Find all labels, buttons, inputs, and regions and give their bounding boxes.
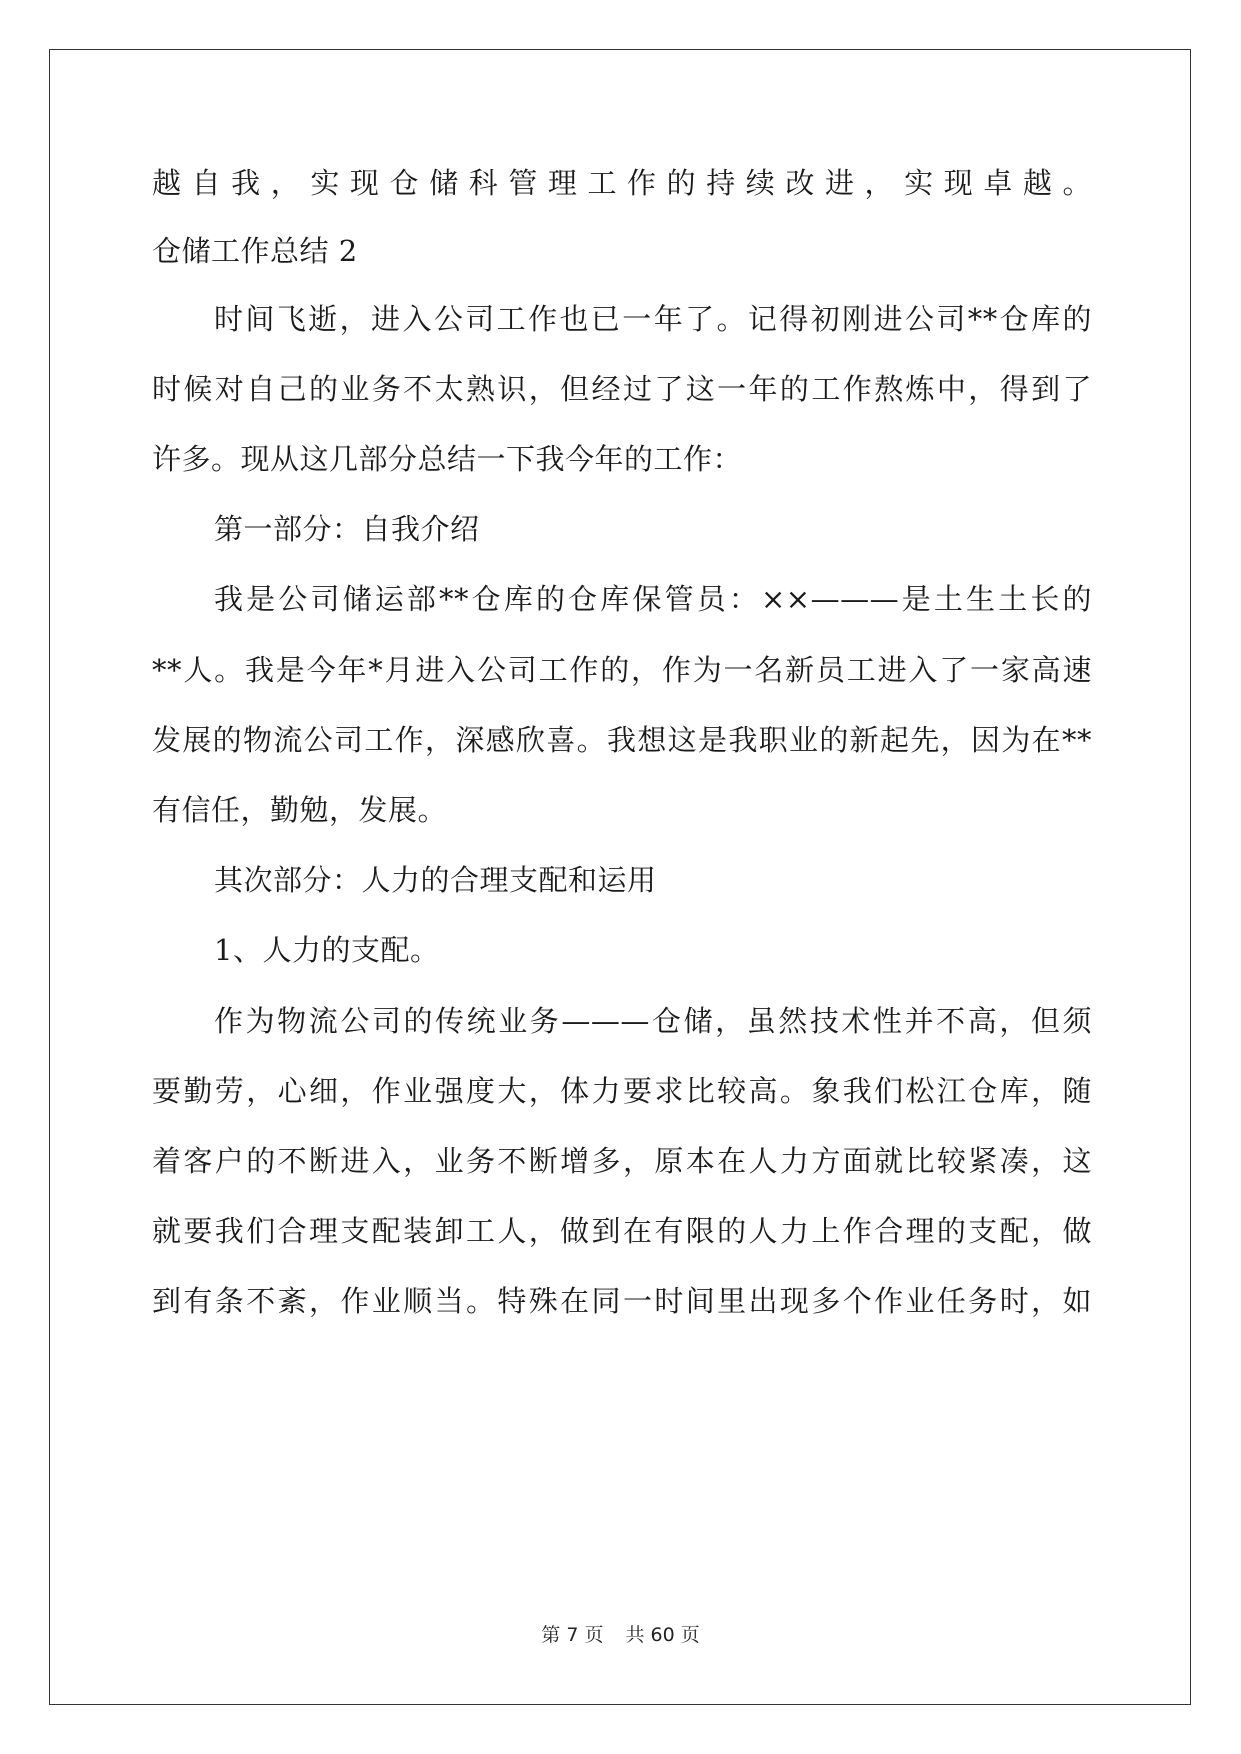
subheading: 其次部分：人力的合理支配和运用 bbox=[214, 863, 657, 897]
section-heading: 仓储工作总结 2 bbox=[152, 234, 358, 268]
text-line: **人。我是今年*月进入公司工作的，作为一名新员工进入了一家高速 bbox=[152, 653, 1092, 687]
text-line: 我是公司储运部**仓库的仓库保管员：××———是土生土长的 bbox=[214, 582, 1092, 616]
text-line: 越自我，实现仓储科管理工作的持续改进，实现卓越。 bbox=[152, 166, 1092, 200]
text-line: 许多。现从这几部分总结一下我今年的工作： bbox=[152, 442, 743, 476]
text-line: 就要我们合理支配装卸工人，做到在有限的人力上作合理的支配，做 bbox=[152, 1214, 1092, 1248]
text-line: 要勤劳，心细，作业强度大，体力要求比较高。象我们松江仓库，随 bbox=[152, 1074, 1092, 1108]
list-item: 1、人力的支配。 bbox=[214, 933, 440, 967]
text-line: 时间飞逝，进入公司工作也已一年了。记得初刚进公司**仓库的 bbox=[214, 302, 1092, 336]
text-line: 着客户的不断进入，业务不断增多，原本在人力方面就比较紧凑，这 bbox=[152, 1144, 1092, 1178]
subheading: 第一部分：自我介绍 bbox=[214, 512, 480, 546]
page-footer bbox=[0, 1623, 1241, 1647]
text-line: 到有条不紊，作业顺当。特殊在同一时间里出现多个作业任务时，如 bbox=[152, 1284, 1092, 1318]
text-line: 有信任，勤勉，发展。 bbox=[152, 793, 448, 827]
page-number: 第 7 页 bbox=[541, 1624, 604, 1646]
text-line: 作为物流公司的传统业务———仓储，虽然技术性并不高，但须 bbox=[214, 1004, 1092, 1038]
page-total: 共 60 页 bbox=[625, 1624, 700, 1646]
text-line: 发展的物流公司工作，深感欣喜。我想这是我职业的新起先，因为在** bbox=[152, 723, 1092, 757]
text-line: 时候对自己的业务不太熟识，但经过了这一年的工作熬炼中，得到了 bbox=[152, 372, 1092, 406]
